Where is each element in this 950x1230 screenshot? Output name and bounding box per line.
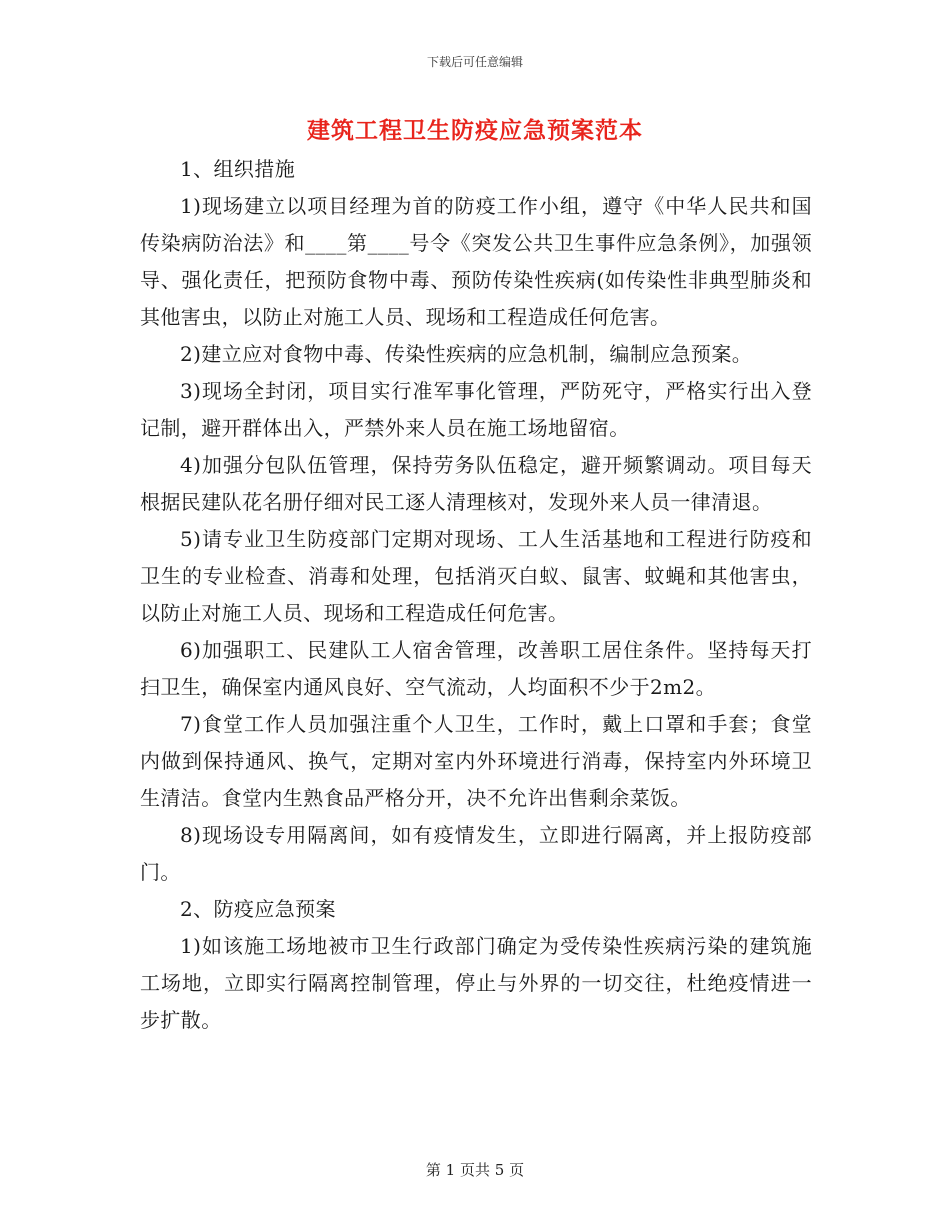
paragraph: 4)加强分包队伍管理，保持劳务队伍稳定，避开频繁调动。项目每天根据民建队花名册仔细对民工逐人清理核对，发现外来人员一律清退。 (140, 453, 812, 514)
paragraph: 5)请专业卫生防疫部门定期对现场、工人生活基地和工程进行防疫和卫生的专业检查、消毒和处理，包括消灭白蚁、鼠害、蚊蝇和其他害虫，以防止对施工人员、现场和工程造成任何危害。 (140, 527, 812, 625)
page-number: 第 1 页共 5 页 (425, 1161, 525, 1179)
document-body (140, 151, 812, 1039)
paragraph: 2)建立应对食物中毒、传染性疾病的应急机制，编制应急预案。 (180, 342, 753, 366)
paragraph: 1)如该施工场地被市卫生行政部门确定为受传染性疾病污染的建筑施工场地，立即实行隔离控制管理，停止与外界的一切交往，杜绝疫情进一步扩散。 (140, 934, 812, 1032)
paragraph: 6)加强职工、民建队工人宿舍管理，改善职工居住条件。坚持每天打扫卫生，确保室内通风良好、空气流动，人均面积不少于2m2。 (140, 638, 812, 699)
section-heading-organization: 1、组织措施 (180, 157, 296, 181)
paragraph: 7)食堂工作人员加强注重个人卫生，工作时，戴上口罩和手套；食堂内做到保持通风、换气，定期对室内外环境进行消毒，保持室内外环境卫生清洁。食堂内生熟食品严格分开，决不允许出售剩余菜饭。 (140, 712, 812, 810)
paragraph: 1)现场建立以项目经理为首的防疫工作小组，遵守《中华人民共和国传染病防治法》和____第____号令《突发公共卫生事件应急条例》，加强领导、强化责任，把预防食物中毒、预防传染性疾病(如传染性非典型肺炎和其他害虫，以防止对施工人员、现场和工程造成任何危害。 (140, 194, 812, 329)
page-header-note: 下载后可任意编辑 (426, 55, 523, 69)
paragraph: 8)现场设专用隔离间，如有疫情发生，立即进行隔离，并上报防疫部门。 (140, 823, 812, 884)
document-title: 建筑工程卫生防疫应急预案范本 (307, 117, 643, 144)
paragraph: 3)现场全封闭，项目实行准军事化管理，严防死守，严格实行出入登记制，避开群体出入，严禁外来人员在施工场地留宿。 (140, 379, 812, 440)
section-heading-emergency-plan: 2、防疫应急预案 (180, 897, 336, 921)
